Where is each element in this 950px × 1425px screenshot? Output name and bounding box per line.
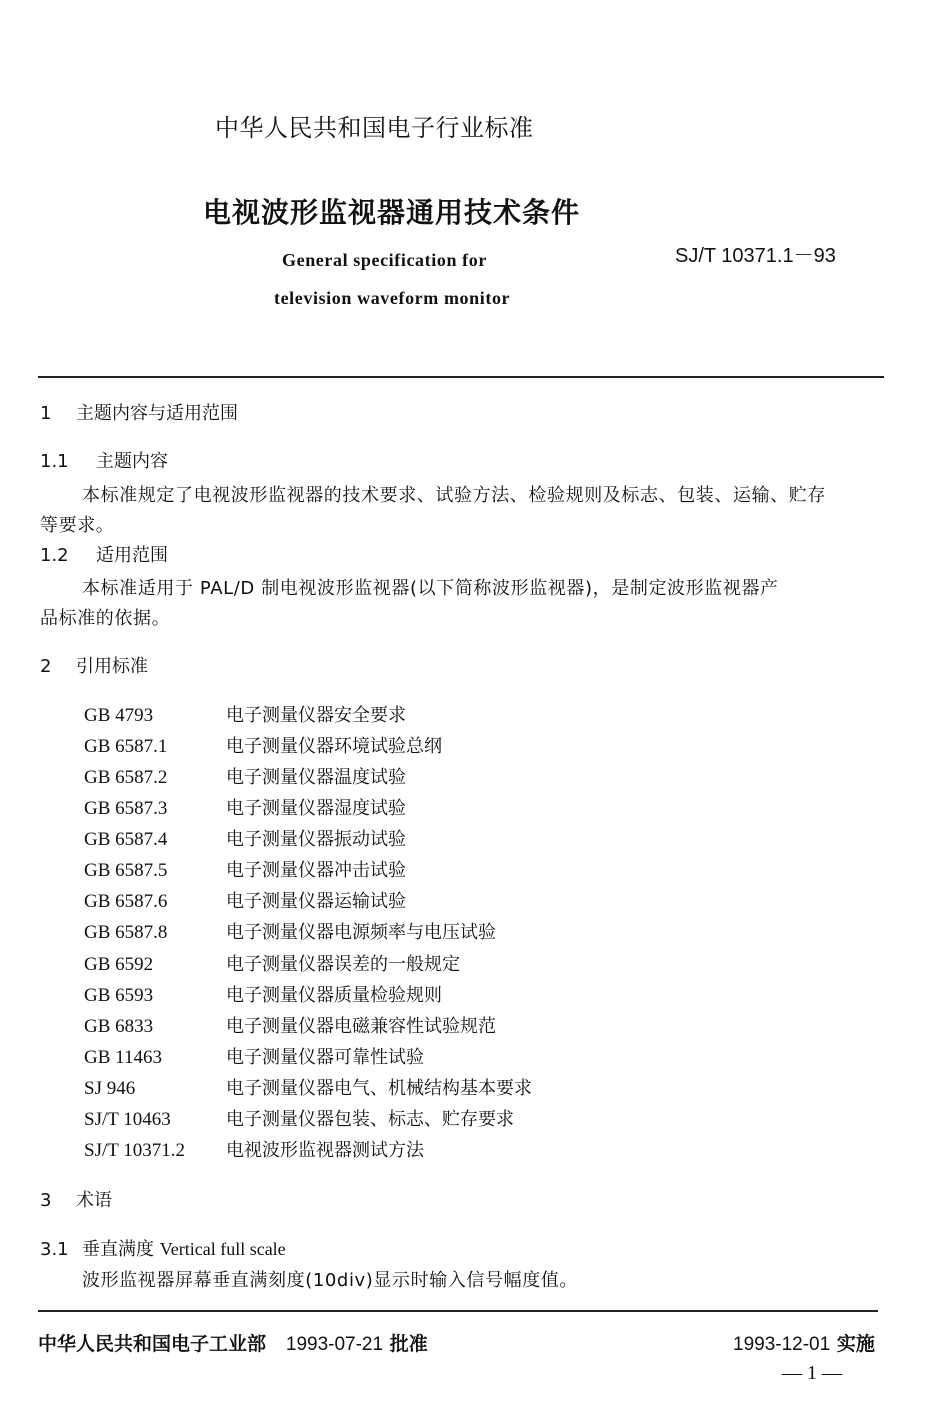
reference-code: GB 6592 bbox=[84, 954, 154, 975]
reference-title: 电子测量仪器包装、标志、贮存要求 bbox=[226, 1109, 514, 1130]
reference-title: 电子测量仪器湿度试验 bbox=[226, 798, 406, 819]
reference-title: 电子测量仪器电气、机械结构基本要求 bbox=[226, 1078, 532, 1099]
approval-line bbox=[38, 1329, 428, 1356]
reference-item bbox=[84, 794, 406, 820]
reference-title: 电子测量仪器误差的一般规定 bbox=[226, 954, 460, 975]
section-title: 主题内容 bbox=[96, 451, 168, 472]
approve-date: 1993-07-21 bbox=[285, 1334, 384, 1355]
standard-number: SJ/T 10371.1－93 bbox=[675, 245, 836, 267]
reference-title: 电子测量仪器温度试验 bbox=[226, 767, 406, 788]
reference-code: GB 6587.8 bbox=[84, 922, 168, 943]
approve-label: 批准 bbox=[389, 1333, 428, 1355]
document-title-cn: 电视波形监视器通用技术条件 bbox=[203, 196, 581, 229]
reference-code: GB 6587.1 bbox=[84, 736, 168, 757]
section-number: 2 bbox=[40, 656, 52, 677]
reference-title: 电子测量仪器振动试验 bbox=[226, 829, 406, 850]
section-1-heading bbox=[40, 399, 238, 425]
reference-code: GB 6587.4 bbox=[84, 829, 168, 850]
reference-title: 电子测量仪器安全要求 bbox=[226, 705, 406, 726]
reference-item bbox=[84, 1074, 532, 1100]
reference-title: 电子测量仪器运输试验 bbox=[226, 891, 406, 912]
section-1-1-heading bbox=[40, 447, 168, 473]
reference-item bbox=[84, 701, 406, 727]
section-3-heading bbox=[40, 1186, 112, 1212]
section-3-1-heading bbox=[40, 1235, 286, 1261]
implementation-line bbox=[733, 1329, 875, 1356]
section-title: 引用标准 bbox=[76, 656, 148, 677]
reference-code: SJ 946 bbox=[84, 1078, 136, 1099]
section-title: 术语 bbox=[76, 1190, 112, 1211]
term-definition: 波形监视器屏幕垂直满刻度(10div)显示时输入信号幅度值。 bbox=[82, 1270, 579, 1291]
reference-code: GB 6587.6 bbox=[84, 891, 168, 912]
reference-code: GB 6833 bbox=[84, 1016, 154, 1037]
reference-code: GB 6593 bbox=[84, 985, 154, 1006]
document-title-en-line1: General specification for bbox=[282, 250, 487, 270]
reference-title: 电子测量仪器电磁兼容性试验规范 bbox=[226, 1016, 496, 1037]
term-title-cn: 垂直满度 bbox=[82, 1239, 154, 1260]
reference-code: GB 6587.3 bbox=[84, 798, 168, 819]
reference-item bbox=[84, 763, 406, 789]
section-number: 1.1 bbox=[40, 451, 69, 472]
reference-item bbox=[84, 887, 406, 913]
reference-item bbox=[84, 856, 406, 882]
reference-item bbox=[84, 1136, 424, 1162]
reference-item bbox=[84, 1043, 424, 1069]
reference-item bbox=[84, 825, 406, 851]
section-1-2-heading bbox=[40, 541, 168, 567]
reference-item bbox=[84, 918, 496, 944]
document-title-en-line2: television waveform monitor bbox=[274, 288, 511, 308]
section-2-heading bbox=[40, 652, 148, 678]
paragraph-line: 品标准的依据。 bbox=[40, 608, 171, 629]
term-title-en: Vertical full scale bbox=[159, 1239, 286, 1259]
reference-code: GB 11463 bbox=[84, 1047, 162, 1068]
section-title: 适用范围 bbox=[96, 545, 168, 566]
implementation-date: 1993-12-01 bbox=[733, 1334, 831, 1355]
paragraph-line: 本标准适用于 PAL/D 制电视波形监视器(以下简称波形监视器)，是制定波形监视器产 bbox=[82, 578, 779, 599]
paragraph-line: 本标准规定了电视波形监视器的技术要求、试验方法、检验规则及标志、包装、运输、贮存 bbox=[82, 485, 826, 506]
reference-title: 电视波形监视器测试方法 bbox=[226, 1140, 424, 1161]
reference-title: 电子测量仪器冲击试验 bbox=[226, 860, 406, 881]
reference-code: SJ/T 10463 bbox=[84, 1109, 171, 1130]
reference-code: SJ/T 10371.2 bbox=[84, 1140, 186, 1161]
issuer: 中华人民共和国电子工业部 bbox=[38, 1333, 267, 1355]
reference-item bbox=[84, 981, 442, 1007]
reference-title: 电子测量仪器质量检验规则 bbox=[226, 985, 442, 1006]
section-number: 1 bbox=[40, 403, 52, 424]
reference-code: GB 4793 bbox=[84, 705, 154, 726]
reference-title: 电子测量仪器可靠性试验 bbox=[226, 1047, 424, 1068]
section-number: 3.1 bbox=[40, 1239, 69, 1260]
footer-divider bbox=[38, 1310, 878, 1312]
header-divider bbox=[38, 376, 884, 378]
reference-item bbox=[84, 950, 460, 976]
reference-item bbox=[84, 732, 442, 758]
reference-code: GB 6587.5 bbox=[84, 860, 168, 881]
reference-item bbox=[84, 1012, 496, 1038]
section-title: 主题内容与适用范围 bbox=[76, 403, 238, 424]
reference-code: GB 6587.2 bbox=[84, 767, 168, 788]
section-number: 1.2 bbox=[40, 545, 69, 566]
reference-item bbox=[84, 1105, 514, 1131]
reference-title: 电子测量仪器环境试验总纲 bbox=[226, 736, 442, 757]
section-number: 3 bbox=[40, 1190, 52, 1211]
page-number: — 1 — bbox=[782, 1362, 842, 1384]
header-organization: 中华人民共和国电子行业标准 bbox=[215, 114, 534, 142]
paragraph-line: 等要求。 bbox=[40, 515, 115, 536]
implementation-label: 实施 bbox=[836, 1333, 875, 1355]
reference-title: 电子测量仪器电源频率与电压试验 bbox=[226, 922, 496, 943]
